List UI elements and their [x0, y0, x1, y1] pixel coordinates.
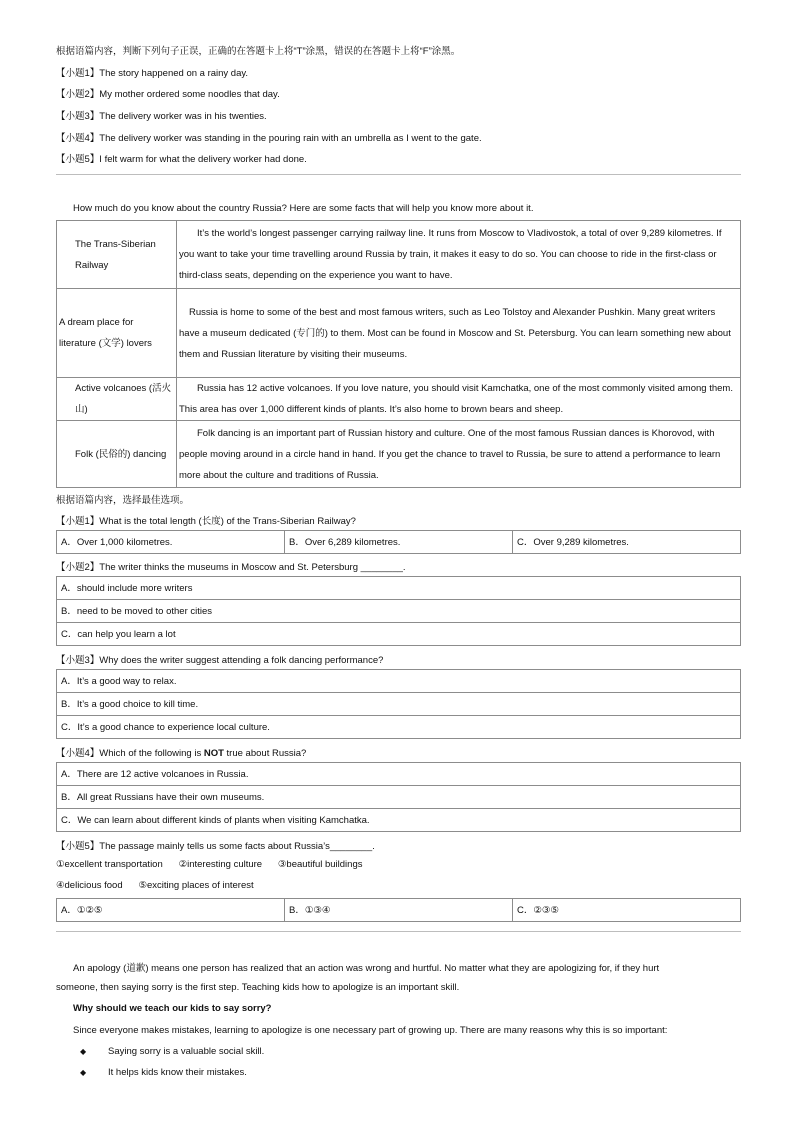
- bullet-diamond-icon: ◆: [80, 1047, 87, 1056]
- fact-label: Folk (民俗的) dancing: [57, 421, 177, 488]
- option-b[interactable]: B．Over 6,289 kilometres.: [285, 531, 513, 554]
- question-1: 【小题1】The story happened on a rainy day.: [56, 68, 249, 79]
- options-table: [56, 669, 741, 739]
- mc-question-3: 【小题3】Why does the writer suggest attending a folk dancing performance?: [56, 655, 384, 666]
- fact-text: Russia is home to some of the best and most famous writers, such as Leo Tolstoy and Alexander Pushkin. Many great writers have a museum dedicated (专门的) to them. Most can be found in Moscow and St. Petersburg. You can learn something new about them and Russian literature by visiting their museums.: [177, 289, 741, 378]
- options-table: [56, 898, 741, 922]
- question-3: 【小题3】The delivery worker was in his twenties.: [56, 111, 267, 122]
- option-a[interactable]: A．should include more writers: [57, 577, 741, 600]
- options-table: [56, 762, 741, 832]
- option-c[interactable]: C．Over 9,289 kilometres.: [513, 531, 741, 554]
- option-a[interactable]: A．It’s a good way to relax.: [57, 670, 741, 693]
- option-a[interactable]: A．①②⑤: [57, 899, 285, 922]
- option-c[interactable]: C．We can learn about different kinds of plants when visiting Kamchatka.: [57, 809, 741, 832]
- option-c[interactable]: C．can help you learn a lot: [57, 623, 741, 646]
- fact-row: [57, 221, 741, 289]
- divider: [56, 174, 741, 175]
- passage-intro: How much do you know about the country Russia? Here are some facts that will help you know more about it.: [73, 203, 534, 214]
- mc-question-5: 【小题5】The passage mainly tells us some facts about Russia’s________.: [56, 841, 375, 852]
- passage-paragraph-1-cont: someone, then saying sorry is the first step. Teaching kids how to apologize is an important skill.: [56, 982, 460, 993]
- list-item: It helps kids know their mistakes.: [108, 1067, 247, 1078]
- question-2: 【小题2】My mother ordered some noodles that day.: [56, 89, 280, 100]
- option-a[interactable]: A．There are 12 active volcanoes in Russia.: [57, 763, 741, 786]
- section-heading: Why should we teach our kids to say sorry?: [73, 1003, 272, 1014]
- mc-question-4: 【小题4】Which of the following is NOT true about Russia?: [56, 748, 307, 759]
- instruction-choice: 根据语篇内容，选择最佳选项。: [56, 495, 190, 506]
- option-c[interactable]: C．②③⑤: [513, 899, 741, 922]
- question-4: 【小题4】The delivery worker was standing in the pouring rain with an umbrella as I went to the gate.: [56, 133, 482, 144]
- option-b[interactable]: B．①③④: [285, 899, 513, 922]
- fact-row: [57, 289, 741, 378]
- option-b[interactable]: B．All great Russians have their own museums.: [57, 786, 741, 809]
- question-5: 【小题5】I felt warm for what the delivery worker had done.: [56, 154, 307, 165]
- options-table: [56, 576, 741, 646]
- passage-paragraph-1: An apology (道歉) means one person has realized that an action was wrong and hurtful. No matter what they are apologizing for, if they hurt: [73, 963, 660, 974]
- fact-text: Folk dancing is an important part of Russian history and culture. One of the most famous Russian dances is Khorovod, with people moving around in a circle hand in hand. If you get the chance to travel to Russia, be sure to attend a performance to learn more about the culture and traditions of Russia.: [177, 421, 741, 488]
- list-item: Saying sorry is a valuable social skill.: [108, 1046, 265, 1057]
- option-b[interactable]: B．need to be moved to other cities: [57, 600, 741, 623]
- option-a[interactable]: A．Over 1,000 kilometres.: [57, 531, 285, 554]
- options-row: [57, 531, 741, 554]
- fact-text: Russia has 12 active volcanoes. If you love nature, you should visit Kamchatka, one of the most commonly visited among them. This area has over 1,000 different kinds of plants. It’s also home to brown bears and sheep.: [177, 378, 741, 421]
- options-row: [57, 899, 741, 922]
- bullet-diamond-icon: ◆: [80, 1068, 87, 1077]
- instruction-tf: 根据语篇内容，判断下列句子正误，正确的在答题卡上将“T”涂黑，错误的在答题卡上将“F”涂黑。: [56, 46, 461, 57]
- facts-table: [56, 220, 741, 488]
- option-c[interactable]: C．It’s a good chance to experience local culture.: [57, 716, 741, 739]
- q5-choices-line-2: ④delicious food ⑤exciting places of interest: [56, 880, 254, 891]
- divider: [56, 931, 741, 932]
- fact-label: Active volcanoes (活火山): [57, 378, 177, 421]
- passage-paragraph-2: Since everyone makes mistakes, learning to apologize is one necessary part of growing up. There are many reasons why this is so important:: [73, 1025, 668, 1036]
- fact-text: It’s the world’s longest passenger carrying railway line. It runs from Moscow to Vladivostok, a total of over 9,289 kilometres. If you want to take your time travelling around Russia by train, it makes it easy to do so. You can choose to ride in the first-class or third-class seats, depending on the experience you want to have.: [177, 221, 741, 289]
- fact-label: The Trans-Siberian Railway: [57, 221, 177, 289]
- mc-question-1: 【小题1】What is the total length (长度) of the Trans-Siberian Railway?: [56, 516, 356, 527]
- fact-row: [57, 378, 741, 421]
- mc-question-2: 【小题2】The writer thinks the museums in Moscow and St. Petersburg ________.: [56, 562, 406, 573]
- fact-row: [57, 421, 741, 488]
- q5-choices-line-1: ①excellent transportation ②interesting culture ③beautiful buildings: [56, 859, 363, 870]
- fact-label: A dream place for literature (文学) lovers: [57, 289, 177, 378]
- option-b[interactable]: B．It’s a good choice to kill time.: [57, 693, 741, 716]
- options-table: [56, 530, 741, 554]
